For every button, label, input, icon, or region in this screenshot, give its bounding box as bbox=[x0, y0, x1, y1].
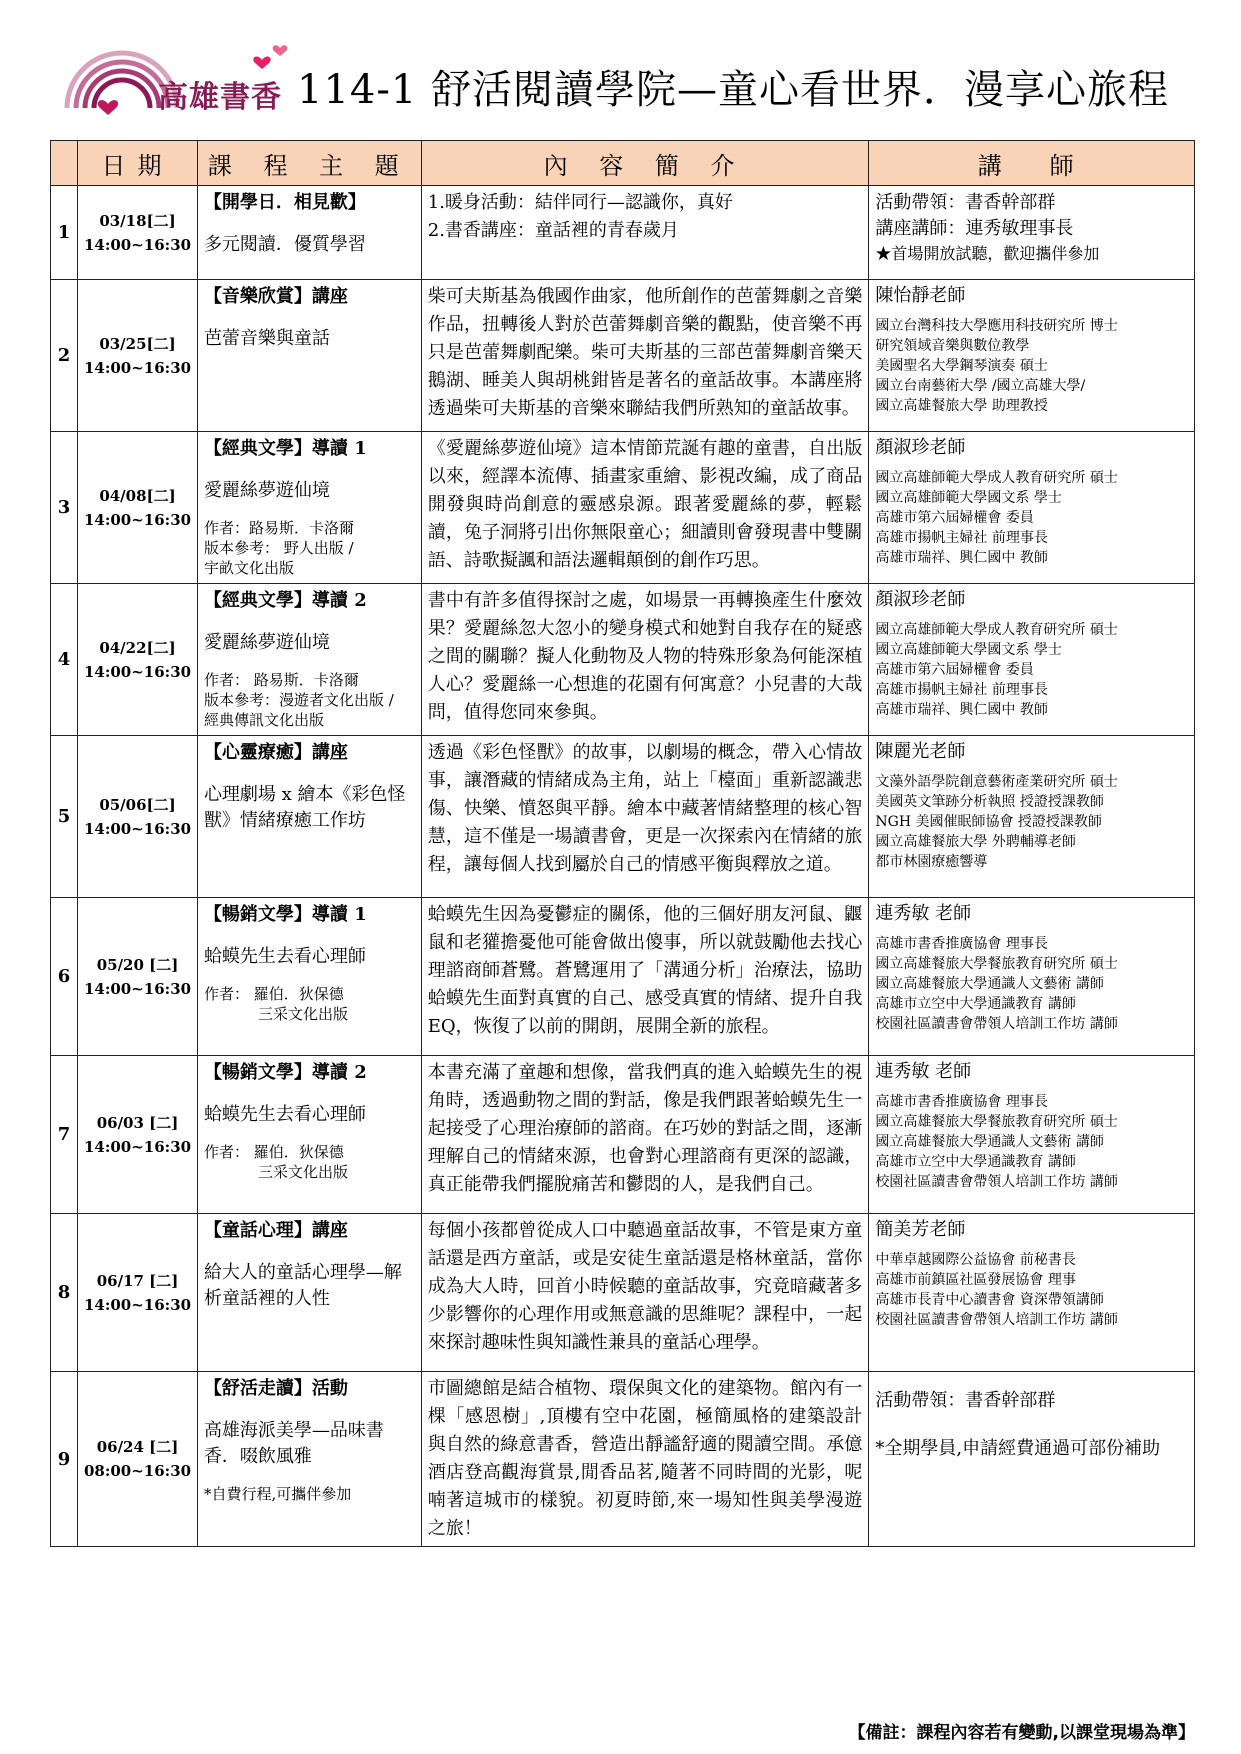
time: 14:00~16:30 bbox=[83, 358, 192, 377]
topic-category: 【經典文學】導讀 1 bbox=[203, 438, 367, 459]
topic-note: 作者： 路易斯．卡洛爾 bbox=[203, 671, 359, 689]
lecturer-credential: 美國聖名大學鋼琴演奏 碩士 bbox=[875, 358, 1048, 374]
row-number: 3 bbox=[51, 432, 78, 584]
footnote: 【備註：課程內容若有變動,以課堂現場為準】 bbox=[848, 1723, 1195, 1743]
lecturer-cell bbox=[869, 584, 1195, 736]
lecturer-credential: 校園社區讀書會帶領人培訓工作坊 講師 bbox=[875, 1174, 1118, 1190]
header-lecturer: 講 師 bbox=[869, 141, 1195, 186]
lecturer-credential: 高雄市瑞祥、興仁國中 教師 bbox=[875, 550, 1048, 566]
lecturer-name: 簡美芳老師 bbox=[875, 1219, 966, 1240]
date: 03/18[二] bbox=[99, 211, 176, 230]
lecturer-credential: 國立高雄師範大學國文系 學士 bbox=[875, 642, 1062, 658]
topic-title: 多元閱讀．優質學習 bbox=[203, 234, 366, 255]
lecturer-credential: 高雄市書香推廣協會 理事長 bbox=[875, 936, 1048, 952]
table-header-row bbox=[51, 141, 1195, 186]
date: 04/22[二] bbox=[99, 638, 176, 657]
lecturer-cell bbox=[869, 280, 1195, 432]
lecturer-credential: 高雄市立空中大學通識教育 講師 bbox=[875, 996, 1076, 1012]
table-row bbox=[51, 736, 1195, 898]
header-date: 日期 bbox=[78, 141, 198, 186]
lecturer-credential: 國立高雄餐旅大學 外聘輔導老師 bbox=[875, 834, 1076, 850]
date-cell bbox=[78, 898, 198, 1056]
page-title: 114-1 舒活閱讀學院—童心看世界．漫享心旅程 bbox=[297, 67, 1170, 113]
row-number: 6 bbox=[51, 898, 78, 1056]
lecturer-name: 顏淑珍老師 bbox=[875, 437, 966, 458]
lecturer-credential: 高雄市瑞祥、興仁國中 教師 bbox=[875, 702, 1048, 718]
logo-text: 高雄書香 bbox=[158, 80, 282, 115]
table-row bbox=[51, 898, 1195, 1056]
row-number: 2 bbox=[51, 280, 78, 432]
header-num bbox=[51, 141, 78, 186]
time: 14:00~16:30 bbox=[83, 979, 192, 998]
lecturer-name: 陳怡靜老師 bbox=[875, 285, 966, 306]
topic-note: 作者： 羅伯．狄保德 bbox=[203, 985, 344, 1003]
lecturer-credential: 高雄市第六屆婦權會 委員 bbox=[875, 662, 1034, 678]
lecturer-credential: 都市林園療癒響導 bbox=[875, 854, 988, 870]
time: 08:00~16:30 bbox=[83, 1462, 192, 1480]
content-cell: 蛤蟆先生因為憂鬱症的關係，他的三個好朋友河鼠、鼴鼠和老獾擔憂他可能會做出傻事，所以就鼓勵他去找心理諮商師蒼鷺。蒼鷺運用了「溝通分析」治療法，協助蛤蟆先生面對真實的自己、感受真實的情緒、提升自我 EQ，恢復了以前的開朗，展開全新的旅程。 bbox=[421, 898, 869, 1056]
lecturer-credential: 高雄市長青中心讀書會 資深帶領講師 bbox=[875, 1292, 1104, 1308]
page-header bbox=[62, 30, 1172, 120]
topic-cell bbox=[197, 1372, 421, 1547]
time: 14:00~16:30 bbox=[83, 1295, 192, 1314]
lecturer-credential: 國立高雄餐旅大學餐旅教育研究所 碩士 bbox=[875, 1114, 1118, 1130]
topic-category: 【舒活走讀】活動 bbox=[203, 1378, 348, 1399]
date-cell bbox=[78, 1056, 198, 1214]
row-number: 7 bbox=[51, 1056, 78, 1214]
lecturer-name: 顏淑珍老師 bbox=[875, 589, 966, 610]
date: 04/08[二] bbox=[99, 486, 176, 505]
lecturer-credential: 中華卓越國際公益協會 前秘書長 bbox=[875, 1252, 1076, 1268]
lecturer-credential: 高雄市書香推廣協會 理事長 bbox=[875, 1094, 1048, 1110]
topic-cell bbox=[197, 432, 421, 584]
topic-note: 三采文化出版 bbox=[257, 1163, 348, 1181]
topic-note: 經典傳訊文化出版 bbox=[203, 711, 324, 729]
lecturer-credential: 校園社區讀書會帶領人培訓工作坊 講師 bbox=[875, 1016, 1118, 1032]
lecturer-credential: 國立台南藝術大學 /國立高雄大學/ bbox=[875, 378, 1086, 394]
lecturer-cell bbox=[869, 736, 1195, 898]
topic-category: 【音樂欣賞】講座 bbox=[203, 286, 348, 307]
topic-note: *自費行程,可攜伴參加 bbox=[203, 1485, 352, 1503]
content-cell: 《愛麗絲夢遊仙境》這本情節荒誕有趣的童書，自出版以來，經譯本流傳、插畫家重繪、影視改編，成了商品開發與時尚創意的靈感泉源。跟著愛麗絲的夢，輕鬆讀，兔子洞將引出你無限童心；細讀則會發現書中雙關語、詩歌擬諷和語法邏輯顛倒的創作巧思。 bbox=[421, 432, 869, 584]
date-cell bbox=[78, 736, 198, 898]
topic-cell bbox=[197, 1214, 421, 1372]
lecturer-credential: 國立高雄餐旅大學 助理教授 bbox=[875, 398, 1048, 414]
topic-cell bbox=[197, 584, 421, 736]
lecturer-cell bbox=[869, 1372, 1195, 1547]
topic-title: 愛麗絲夢遊仙境 bbox=[203, 632, 330, 653]
lecturer-cell bbox=[869, 186, 1195, 280]
table-row bbox=[51, 432, 1195, 584]
lecturer-credential: 高雄市揚帆主婦社 前理事長 bbox=[875, 682, 1048, 698]
lecturer-line: 活動帶領：書香幹部群 bbox=[875, 1390, 1056, 1411]
lecturer-cell bbox=[869, 1214, 1195, 1372]
table-row bbox=[51, 1214, 1195, 1372]
lecturer-credential: 校園社區讀書會帶領人培訓工作坊 講師 bbox=[875, 1312, 1118, 1328]
lecturer-credential: 國立高雄師範大學成人教育研究所 碩士 bbox=[875, 622, 1118, 638]
time: 14:00~16:30 bbox=[83, 235, 192, 254]
lecturer-credential: 高雄市立空中大學通識教育 講師 bbox=[875, 1154, 1076, 1170]
lecturer-credential: 高雄市揚帆主婦社 前理事長 bbox=[875, 530, 1048, 546]
lecturer-credential: 國立高雄師範大學國文系 學士 bbox=[875, 490, 1062, 506]
table-row bbox=[51, 584, 1195, 736]
content-cell: 透過《彩色怪獸》的故事，以劇場的概念，帶入心情故事，讓潛藏的情緒成為主角，站上「檯面」重新認識悲傷、快樂、憤怒與平靜。繪本中藏著情緒整理的核心智慧，這不僅是一場讀書會，更是一次探索內在情緒的旅程，讓每個人找到屬於自己的情感平衡與釋放之道。 bbox=[421, 736, 869, 898]
lecturer-line: ★首場開放試聽，歡迎攜伴參加 bbox=[875, 244, 1100, 263]
lecturer-name: 連秀敏 老師 bbox=[875, 1061, 972, 1082]
lecturer-credential: 文藻外語學院創意藝術產業研究所 碩士 bbox=[875, 774, 1118, 790]
lecturer-credential: 美國英文筆跡分析執照 授證授課教師 bbox=[875, 794, 1104, 810]
topic-cell bbox=[197, 280, 421, 432]
topic-title: 給大人的童話心理學—解析童話裡的人性 bbox=[203, 1262, 402, 1309]
date: 06/24 [二] bbox=[96, 1438, 179, 1456]
date-cell bbox=[78, 584, 198, 736]
lecturer-cell bbox=[869, 1056, 1195, 1214]
lecturer-line: 活動帶領：書香幹部群 bbox=[875, 192, 1056, 213]
topic-note: 版本參考：漫遊者文化出版 / bbox=[203, 691, 394, 709]
lecturer-cell bbox=[869, 432, 1195, 584]
topic-category: 【童話心理】講座 bbox=[203, 1220, 348, 1241]
row-number: 5 bbox=[51, 736, 78, 898]
topic-title: 心理劇場 x 繪本《彩色怪獸》情緒療癒工作坊 bbox=[203, 784, 406, 831]
row-number: 8 bbox=[51, 1214, 78, 1372]
row-number: 9 bbox=[51, 1372, 78, 1547]
date: 03/25[二] bbox=[99, 334, 176, 353]
topic-note: 版本參考： 野人出版 / bbox=[203, 539, 354, 557]
lecturer-line: 講座講師：連秀敏理事長 bbox=[875, 218, 1074, 239]
time: 14:00~16:30 bbox=[83, 510, 192, 529]
content-cell: 書中有許多值得探討之處，如場景一再轉換產生什麼效果？愛麗絲忽大忽小的變身模式和她對自我存在的疑惑之間的關聯？擬人化動物及人物的特殊形象為何能深植人心？愛麗絲一心想進的花園有何寓意？小兒書的大哉問，值得您同來參與。 bbox=[421, 584, 869, 736]
lecturer-cell bbox=[869, 898, 1195, 1056]
topic-cell bbox=[197, 1056, 421, 1214]
content-cell: 市圖總館是結合植物、環保與文化的建築物。館內有一棵「感恩樹」,頂樓有空中花園，極簡風格的建築設計與自然的綠意書香，營造出靜謐舒適的閱讀空間。承億酒店登高觀海賞景,閒香品茗,隨著不同時間的光影，呢喃著這城市的樣貌。初夏時節,來一場知性與美學漫遊之旅！ bbox=[421, 1372, 869, 1547]
lecturer-credential: 國立高雄餐旅大學通識人文藝術 講師 bbox=[875, 1134, 1104, 1150]
topic-title: 高雄海派美學—品味書香．啜飲風雅 bbox=[203, 1420, 384, 1467]
content-cell: 1.暖身活動：結伴同行—認識你，真好 2.書香講座：童話裡的青春歲月 bbox=[421, 186, 869, 280]
time: 14:00~16:30 bbox=[83, 819, 192, 838]
content-cell: 柴可夫斯基為俄國作曲家，他所創作的芭蕾舞劇之音樂作品，扭轉後人對於芭蕾舞劇音樂的觀點，使音樂不再只是芭蕾舞劇配樂。柴可夫斯基的三部芭蕾舞劇音樂天鵝湖、睡美人與胡桃鉗皆是著名的童話故事。本講座將透過柴可夫斯基的音樂來聯結我們所熟知的童話故事。 bbox=[421, 280, 869, 432]
date: 06/03 [二] bbox=[96, 1113, 179, 1132]
topic-category: 【開學日．相見歡】 bbox=[203, 192, 366, 213]
date-cell bbox=[78, 432, 198, 584]
table-row bbox=[51, 280, 1195, 432]
lecturer-credential: NGH 美國催眠師協會 授證授課教師 bbox=[875, 814, 1102, 830]
time: 14:00~16:30 bbox=[83, 662, 192, 681]
topic-note: 作者： 羅伯．狄保德 bbox=[203, 1143, 344, 1161]
date-cell bbox=[78, 280, 198, 432]
row-number: 1 bbox=[51, 186, 78, 280]
table-row bbox=[51, 1372, 1195, 1547]
topic-category: 【暢銷文學】導讀 2 bbox=[203, 1062, 367, 1083]
lecturer-credential: 國立高雄師範大學成人教育研究所 碩士 bbox=[875, 470, 1118, 486]
date-cell bbox=[78, 186, 198, 280]
lecturer-credential: 國立高雄餐旅大學餐旅教育研究所 碩士 bbox=[875, 956, 1118, 972]
table-row bbox=[51, 1056, 1195, 1214]
topic-cell bbox=[197, 736, 421, 898]
lecturer-credential: 高雄市前鎮區社區發展協會 理事 bbox=[875, 1272, 1076, 1288]
header-topic: 課 程 主 題 bbox=[197, 141, 421, 186]
topic-category: 【經典文學】導讀 2 bbox=[203, 590, 367, 611]
topic-title: 芭蕾音樂與童話 bbox=[203, 328, 330, 349]
lecturer-line: *全期學員,申請經費通過可部份補助 bbox=[875, 1438, 1161, 1459]
topic-category: 【暢銷文學】導讀 1 bbox=[203, 904, 367, 925]
topic-cell bbox=[197, 186, 421, 280]
time: 14:00~16:30 bbox=[83, 1137, 192, 1156]
date-cell bbox=[78, 1214, 198, 1372]
lecturer-credential: 國立高雄餐旅大學通識人文藝術 講師 bbox=[875, 976, 1104, 992]
header-content: 內 容 簡 介 bbox=[421, 141, 869, 186]
topic-note: 宇畝文化出版 bbox=[203, 559, 294, 577]
lecturer-credential: 研究領域音樂與數位教學 bbox=[875, 338, 1030, 354]
content-cell: 每個小孩都曾從成人口中聽過童話故事，不管是東方童話還是西方童話，或是安徒生童話還是格林童話，當你成為大人時，回首小時候聽的童話故事，究竟暗藏著多少影響你的心理作用或無意識的思維呢？課程中，一起來探討趣味性與知識性兼具的童話心理學。 bbox=[421, 1214, 869, 1372]
row-number: 4 bbox=[51, 584, 78, 736]
date: 05/06[二] bbox=[99, 795, 176, 814]
topic-title: 蛤蟆先生去看心理師 bbox=[203, 946, 366, 967]
lecturer-credential: 高雄市第六屆婦權會 委員 bbox=[875, 510, 1034, 526]
course-schedule-table bbox=[50, 140, 1195, 1547]
topic-note: 三采文化出版 bbox=[257, 1005, 348, 1023]
topic-title: 蛤蟆先生去看心理師 bbox=[203, 1104, 366, 1125]
topic-note: 作者：路易斯．卡洛爾 bbox=[203, 519, 354, 537]
table-row bbox=[51, 186, 1195, 280]
lecturer-name: 連秀敏 老師 bbox=[875, 903, 972, 924]
date-cell bbox=[78, 1372, 198, 1547]
topic-cell bbox=[197, 898, 421, 1056]
date: 05/20 [二] bbox=[96, 955, 179, 974]
content-cell: 本書充滿了童趣和想像，當我們真的進入蛤蟆先生的視角時，透過動物之間的對話，像是我們跟著蛤蟆先生一起接受了心理治療師的諮商。在巧妙的對話之間，逐漸理解自己的情緒來源，也會對心理諮商有更深的認識，真正能帶我們擺脫痛苦和鬱悶的人，是我們自己。 bbox=[421, 1056, 869, 1214]
topic-category: 【心靈療癒】講座 bbox=[203, 742, 348, 763]
date: 06/17 [二] bbox=[96, 1271, 179, 1290]
lecturer-credential: 國立台灣科技大學應用科技研究所 博士 bbox=[875, 318, 1118, 334]
lecturer-name: 陳麗光老師 bbox=[875, 741, 966, 762]
topic-title: 愛麗絲夢遊仙境 bbox=[203, 480, 330, 501]
